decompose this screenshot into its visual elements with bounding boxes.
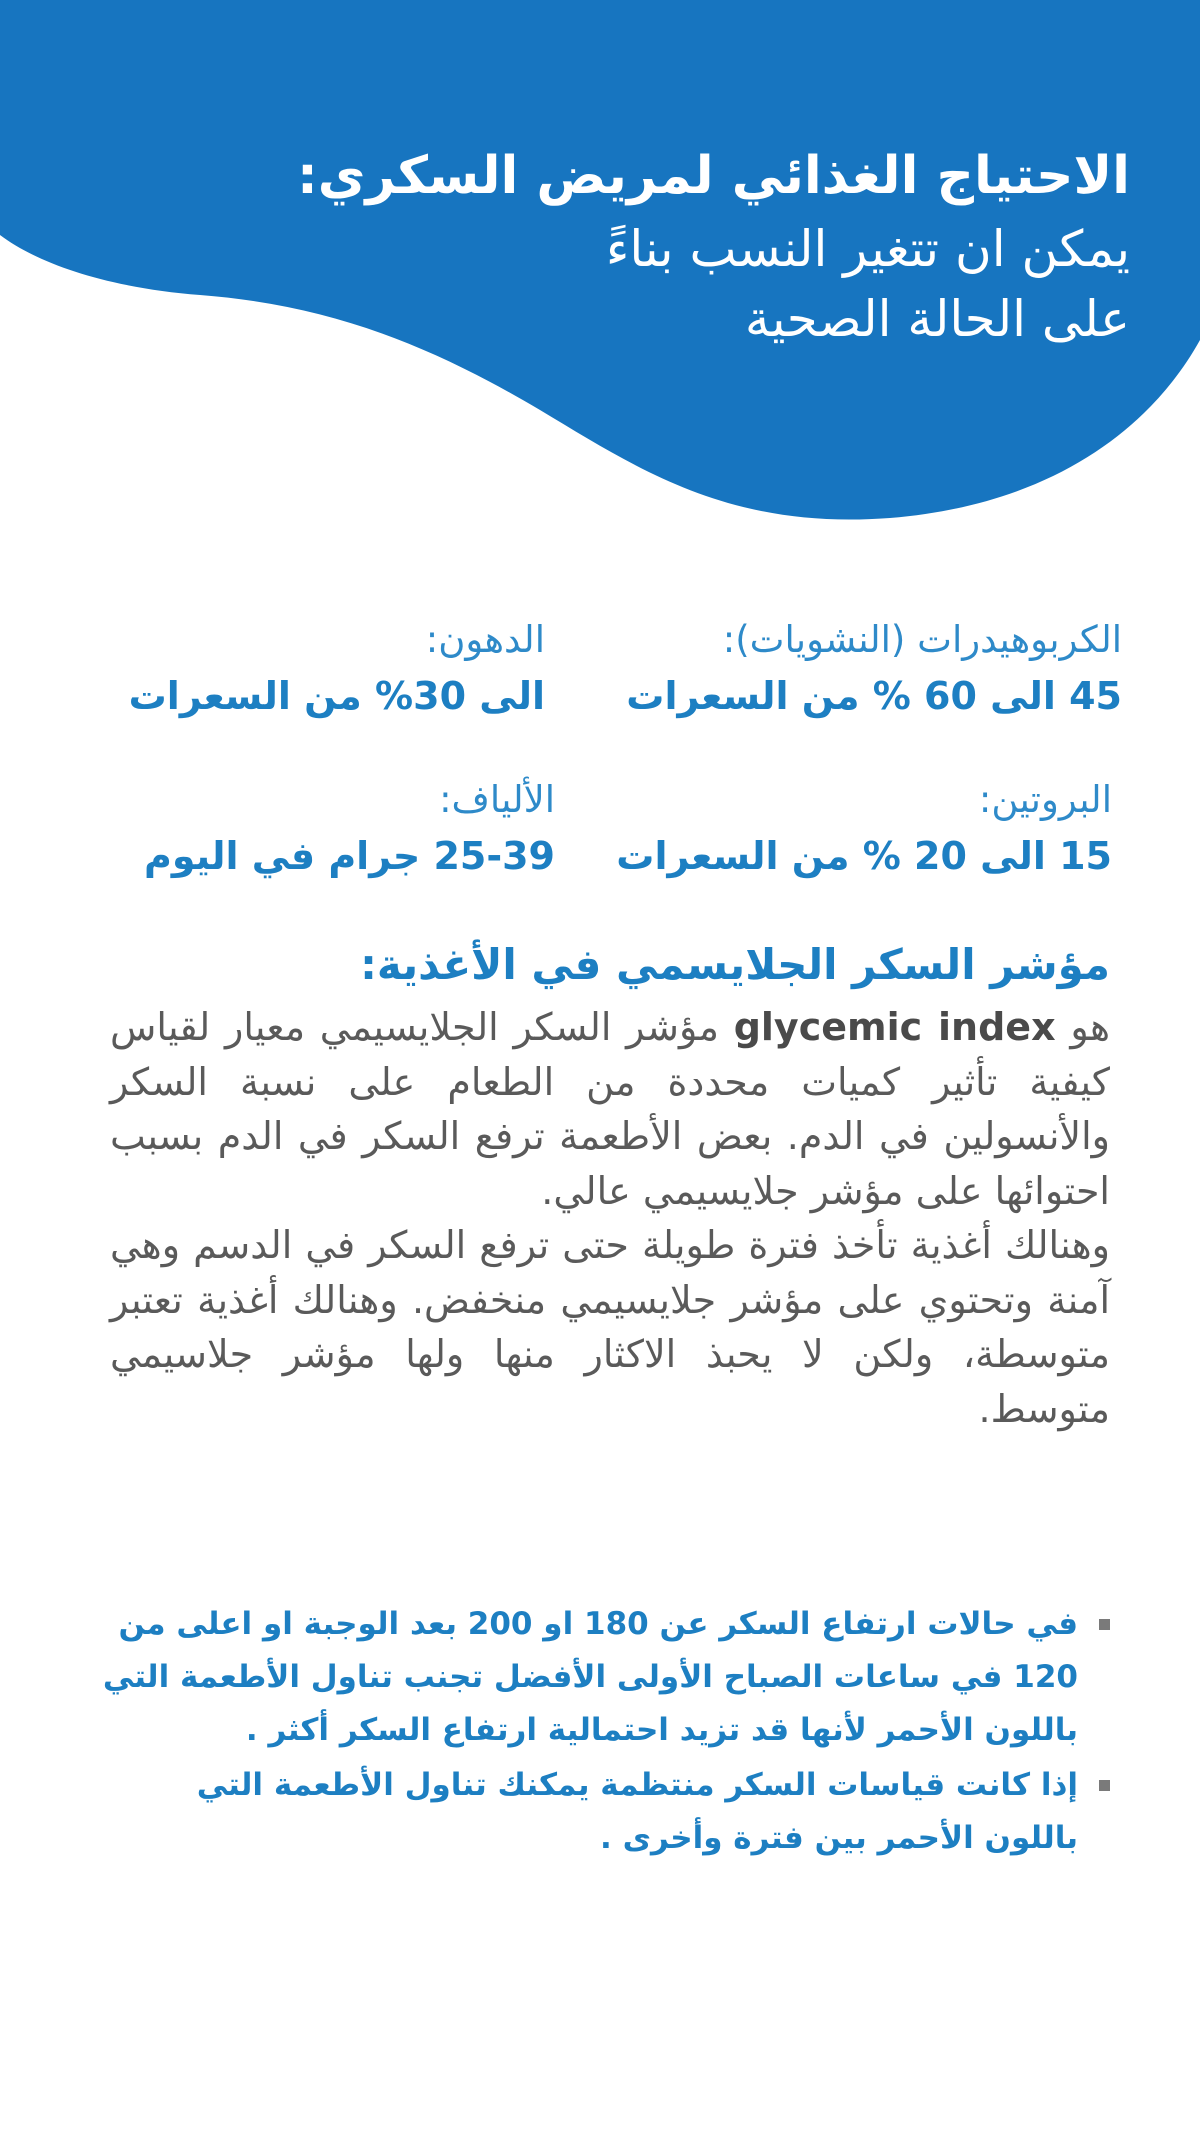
list-item-text: في حالات ارتفاع السكر عن 180 او 200 بعد الوجبة او اعلى من 120 في ساعات الصباح الأولى الأفضل تجنب تناول الأطعمة التي باللون الأحمر لأنها قد تزيد احتمالية ارتفاع السكر أكثر . — [102, 1606, 1078, 1748]
nutrient-value: 25-39 جرام في اليوم — [144, 834, 555, 878]
glycemic-paragraph-2: وهنالك أغذية تأخذ فترة طويلة حتى ترفع السكر في الدسم وهي آمنة وتحتوي على مؤشر جلايسيمي منخفض. وهنالك أغذية تعتبر متوسطة، ولكن لا يحبذ الاكثار منها ولها مؤشر جلاسيمي متوسط. — [110, 1223, 1110, 1431]
nutrient-fiber — [144, 772, 555, 884]
square-bullet-icon — [1099, 1619, 1110, 1630]
list-item — [100, 1598, 1110, 1757]
nutrient-protein — [616, 772, 1112, 884]
nutrient-value: 15 الى 20 % من السعرات — [616, 834, 1112, 878]
page-subtitle-line-2: على الحالة الصحية — [744, 290, 1130, 348]
nutrient-label: الكربوهيدرات (النشويات): — [722, 618, 1122, 661]
square-bullet-icon — [1099, 1780, 1110, 1791]
nutrient-value: الى 30% من السعرات — [128, 674, 545, 718]
nutrient-label: البروتين: — [978, 778, 1112, 821]
paragraph-rest-text: مؤشر السكر الجلايسيمي معيار لقياس كيفية تأثير كميات محددة من الطعام على نسبة السكر والأنسولين في الدم. بعض الأطعمة ترفع السكر في الدم بسبب احتوائها على مؤشر جلايسيمي عالي. — [110, 1005, 1110, 1213]
nutrient-label: الدهون: — [425, 618, 545, 661]
page-subtitle-line-1: يمكن ان تتغير النسب بناءً — [605, 220, 1130, 278]
list-item — [100, 1759, 1110, 1865]
list-item-text: إذا كانت قياسات السكر منتظمة يمكنك تناول الأطعمة التي باللون الأحمر بين فترة وأخرى . — [196, 1767, 1078, 1856]
glycemic-paragraph-1 — [110, 1000, 1110, 1218]
nutrient-carbohydrates — [626, 612, 1122, 724]
nutrient-label: الألياف: — [439, 778, 555, 821]
paragraph-start-text: هو — [1055, 1005, 1110, 1049]
nutrient-value: 45 الى 60 % من السعرات — [626, 674, 1122, 718]
glycemic-description — [110, 1000, 1110, 1436]
advice-list — [100, 1598, 1110, 1865]
nutrient-fats — [129, 612, 545, 724]
glycemic-index-term: glycemic index — [733, 1005, 1056, 1049]
glycemic-section-title: مؤشر السكر الجلايسمي في الأغذية: — [360, 940, 1110, 989]
header-block — [130, 138, 1130, 354]
page-title: الاحتياج الغذائي لمريض السكري: — [297, 146, 1130, 206]
